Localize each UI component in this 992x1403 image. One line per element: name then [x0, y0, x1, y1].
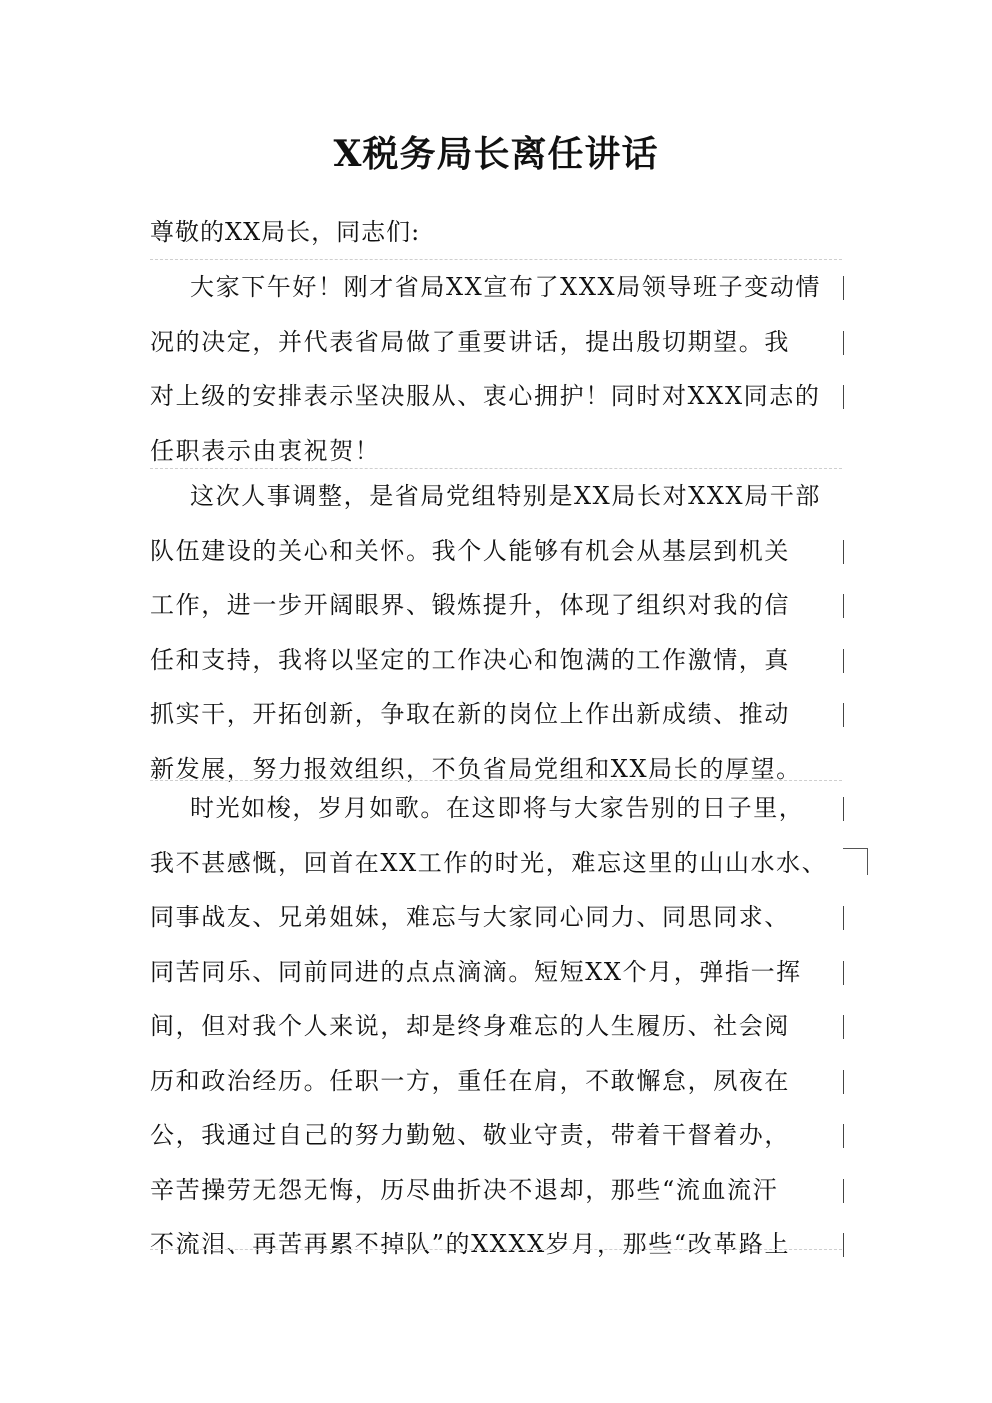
paragraph-2: [150, 468, 842, 796]
line-end-marker: [843, 594, 844, 618]
overflow-corner-marker: [843, 848, 868, 875]
line-end-marker: [843, 540, 844, 564]
paragraph-line: 辛苦操劳无怨无悔，历尽曲折决不退却，那些“流血流汗: [150, 1163, 842, 1218]
paragraph-line: 历和政治经历。任职一方，重任在肩，不敢懈怠，夙夜在: [150, 1054, 842, 1109]
paragraph-line: 对上级的安排表示坚决服从、衷心拥护！同时对XXX同志的: [150, 369, 842, 424]
line-end-marker: [843, 385, 844, 409]
line-end-marker: [843, 649, 844, 673]
line-end-marker: [843, 1179, 844, 1203]
line-end-marker: [843, 797, 844, 821]
paragraph-line: 同苦同乐、同前同进的点点滴滴。短短XX个月，弹指一挥: [150, 945, 842, 1000]
paragraph-line: 任职表示由衷祝贺！: [150, 436, 381, 465]
line-end-marker: [843, 1233, 844, 1257]
line-end-marker: [843, 276, 844, 300]
paragraph-line: 任和支持，我将以坚定的工作决心和饱满的工作激情，真: [150, 633, 842, 688]
document-title: X税务局长离任讲话: [333, 133, 659, 175]
paragraph-1: [150, 259, 842, 478]
paragraph-line: 不流泪、再苦再累不掉队”的XXXX岁月，那些“改革路上: [150, 1217, 842, 1272]
paragraph-line: 间，但对我个人来说，却是终身难忘的人生履历、社会阅: [150, 999, 842, 1054]
paragraph-line: 我不甚感慨，回首在XX工作的时光，难忘这里的山山水水、: [150, 848, 828, 877]
line-end-marker: [843, 961, 844, 985]
paragraph-line: 公，我通过自己的努力勤勉、敬业守责，带着干督着办，: [150, 1108, 842, 1163]
paragraph-line: 抓实干，开拓创新，争取在新的岗位上作出新成绩、推动: [150, 687, 842, 742]
line-end-marker: [843, 906, 844, 930]
paragraph-line: 况的决定，并代表省局做了重要讲话，提出殷切期望。我: [150, 315, 842, 370]
salutation: 尊敬的XX局长，同志们:: [150, 218, 421, 246]
paragraph-3: [150, 780, 842, 1272]
paragraph-line: 新发展，努力报效组织，不负省局党组和XX局长的厚望。: [150, 754, 802, 783]
line-end-marker: [843, 1070, 844, 1094]
bottom-rule: [150, 1249, 842, 1250]
paragraph-line: 时光如梭，岁月如歌。在这即将与大家告别的日子里，: [150, 781, 842, 836]
line-end-marker: [843, 1124, 844, 1148]
paragraph-line: 工作，进一步开阔眼界、锻炼提升，体现了组织对我的信: [150, 578, 842, 633]
paragraph-line: 大家下午好！刚才省局XX宣布了XXX局领导班子变动情: [150, 260, 842, 315]
paragraph-line: 这次人事调整，是省局党组特别是XX局长对XXX局干部: [190, 482, 822, 510]
line-end-marker: [843, 1015, 844, 1039]
line-end-marker: [843, 331, 844, 355]
paragraph-line: 同事战友、兄弟姐妹，难忘与大家同心同力、同思同求、: [150, 890, 842, 945]
line-end-marker: [843, 703, 844, 727]
paragraph-line: 队伍建设的关心和关怀。我个人能够有机会从基层到机关: [150, 524, 842, 579]
